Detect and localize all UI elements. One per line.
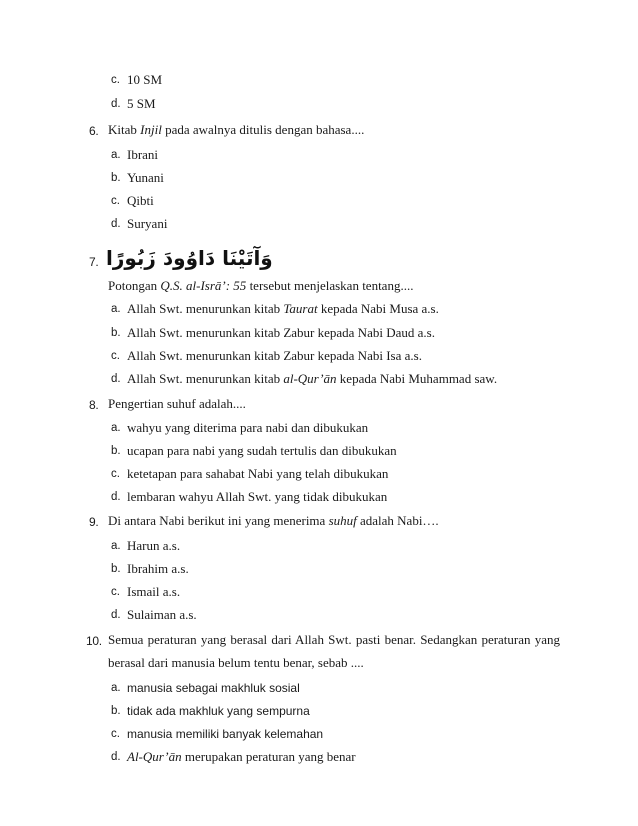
option-letter: a.	[111, 682, 121, 694]
option-letter: a.	[111, 149, 121, 161]
option-text: Qibti	[127, 193, 154, 208]
question-number: 8.	[89, 398, 99, 412]
option-letter: d.	[111, 373, 121, 385]
option-text: lembaran wahyu Allah Swt. yang tidak dibukukan	[127, 489, 388, 504]
option-letter: b.	[111, 445, 121, 457]
option-letter: c.	[111, 586, 120, 598]
option-letter: c.	[111, 468, 120, 480]
option-letter: d.	[111, 491, 121, 503]
option-text: Ibrani	[127, 147, 159, 162]
option-text: Al-Qur’ān merupakan peraturan yang benar	[127, 749, 356, 764]
option-letter: d.	[111, 98, 121, 110]
option-letter: c.	[111, 195, 120, 207]
question-number: 6.	[89, 124, 99, 138]
option-letter: c.	[111, 728, 120, 740]
option-text: ucapan para nabi yang sudah tertulis dan dibukukan	[127, 443, 397, 458]
question-number: 10.	[86, 634, 102, 648]
option-text: Allah Swt. menurunkan kitab al-Qur’ān kepada Nabi Muhammad saw.	[127, 371, 498, 386]
option-text: Allah Swt. menurunkan kitab Taurat kepada Nabi Musa a.s.	[127, 301, 439, 316]
option-text: manusia sebagai makhluk sosial	[127, 681, 300, 695]
option-letter: c.	[111, 350, 120, 362]
question-number: 7.	[89, 255, 99, 269]
option-text: Ibrahim a.s.	[127, 561, 189, 576]
option-letter: b.	[111, 172, 121, 184]
question-text: Potongan Q.S. al-Isrā’: 55 tersebut menjelaskan tentang....	[108, 278, 414, 293]
question-text: Di antara Nabi berikut ini yang menerima suhuf adalah Nabi….	[108, 513, 439, 528]
option-letter: a.	[111, 303, 121, 315]
option-letter: b.	[111, 705, 121, 717]
question-text-continued: berasal dari manusia belum tentu benar, sebab ....	[108, 655, 364, 670]
option-letter: a.	[111, 422, 121, 434]
option-text: ketetapan para sahabat Nabi yang telah dibukukan	[127, 466, 389, 481]
option-letter: d.	[111, 218, 121, 230]
option-letter: d.	[111, 609, 121, 621]
option-text: Yunani	[127, 170, 164, 185]
option-text: tidak ada makhluk yang sempurna	[127, 704, 310, 718]
option-text: Sulaiman a.s.	[127, 607, 197, 622]
option-text: 5 SM	[127, 96, 156, 111]
question-text: Kitab Injil pada awalnya ditulis dengan bahasa....	[108, 122, 365, 137]
arabic-verse: وَآتَيْنَا دَاوُودَ زَبُورًا	[106, 246, 273, 270]
option-text: wahyu yang diterima para nabi dan dibukukan	[127, 420, 369, 435]
option-text: 10 SM	[127, 72, 163, 87]
option-letter: a.	[111, 540, 121, 552]
option-letter: d.	[111, 751, 121, 763]
question-text: Pengertian suhuf adalah....	[108, 396, 246, 411]
option-text: Suryani	[127, 216, 168, 231]
option-text: manusia memiliki banyak kelemahan	[127, 727, 324, 741]
option-text: Allah Swt. menurunkan kitab Zabur kepada Nabi Daud a.s.	[127, 325, 435, 340]
option-text: Harun a.s.	[127, 538, 181, 553]
question-number: 9.	[89, 515, 99, 529]
option-letter: b.	[111, 327, 121, 339]
option-text: Ismail a.s.	[127, 584, 181, 599]
question-text: Semua peraturan yang berasal dari Allah Swt. pasti benar. Sedangkan peraturan yang	[108, 632, 560, 647]
option-text: Allah Swt. menurunkan kitab Zabur kepada Nabi Isa a.s.	[127, 348, 422, 363]
option-letter: c.	[111, 74, 120, 86]
option-letter: b.	[111, 563, 121, 575]
